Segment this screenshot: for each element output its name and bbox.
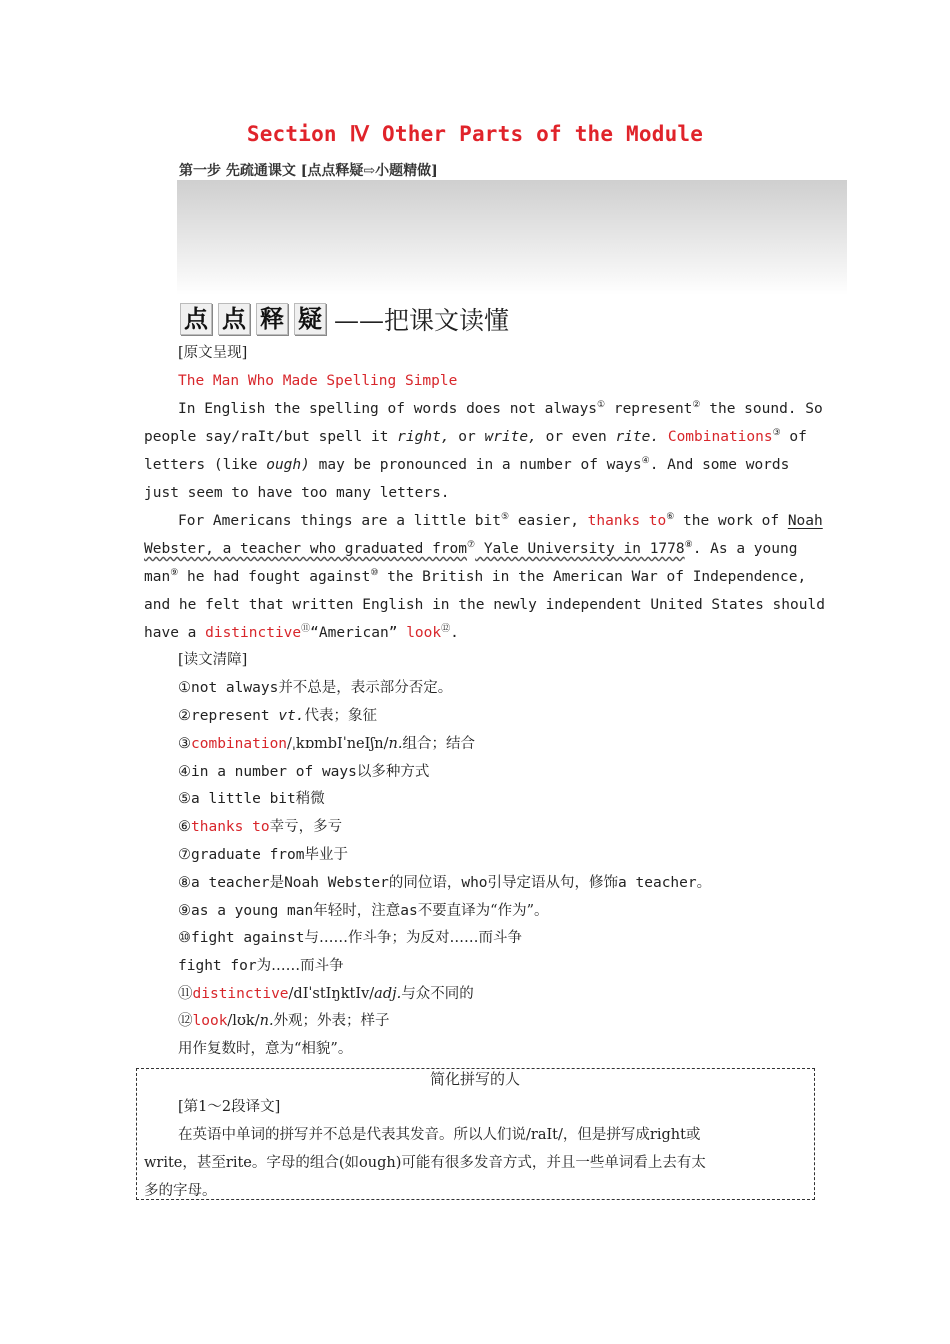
note-4	[178, 762, 429, 782]
text: man	[144, 569, 171, 585]
text: Yale University in 1778	[475, 541, 685, 557]
text: the sound. So	[700, 401, 823, 417]
text: ough)	[266, 457, 310, 473]
note-term: graduate from	[191, 847, 305, 863]
translation-line-3: 多的字母。	[144, 1183, 217, 1199]
note-phonetic: /dIˈstIŋktIv/	[288, 986, 375, 1002]
note-term: look	[192, 1013, 228, 1029]
p1-line-2	[144, 427, 807, 447]
p2-line-4: and he felt that written English in the newly independent United States should	[144, 597, 825, 613]
text: represent	[605, 401, 693, 417]
note-pos: n.	[259, 1013, 274, 1029]
marker: ⑥	[666, 512, 675, 522]
note-number: ②	[178, 708, 191, 724]
note-pos: n.	[388, 736, 403, 752]
note-term: thanks to	[191, 819, 270, 835]
note-9	[178, 901, 549, 921]
p2-line-5	[144, 623, 459, 643]
note-term: as	[400, 903, 418, 919]
note-pos: vt.	[278, 708, 305, 724]
note-10b	[178, 956, 344, 976]
text: may be pronounced in a number of ways	[309, 457, 642, 473]
note-term: not always	[191, 680, 279, 696]
marker: ②	[692, 400, 701, 410]
keyword: distinctive	[205, 625, 302, 641]
note-term: who	[461, 875, 488, 891]
original-label: [原文呈现]	[178, 345, 248, 361]
note-number: ④	[178, 764, 191, 780]
p1-line-4: just seem to have too many letters.	[144, 485, 450, 501]
text: of	[780, 429, 807, 445]
marker: ⑨	[170, 568, 179, 578]
marker: ⑧	[684, 540, 693, 550]
keyword: Combinations	[659, 429, 773, 445]
note-number: ①	[178, 680, 191, 696]
note-term: fight against	[191, 930, 305, 946]
p2-line-1	[178, 511, 823, 531]
marker: ①	[597, 400, 606, 410]
marker: ⑩	[370, 568, 379, 578]
note-11	[178, 984, 474, 1004]
note-meaning: 与众不同的	[401, 986, 474, 1002]
note-term: represent	[191, 708, 279, 724]
note-meaning: 为……而斗争	[256, 958, 344, 974]
keyword: look	[406, 625, 442, 641]
marker: ⑫	[441, 624, 451, 634]
note-meaning: 年轻时，注意	[313, 903, 401, 919]
text: or even	[536, 429, 616, 445]
note-meaning: 是	[269, 875, 285, 891]
banner-gradient	[177, 180, 847, 295]
note-number: ⑨	[178, 903, 191, 919]
marker: ⑤	[501, 512, 510, 522]
note-meaning: 稍微	[295, 791, 325, 807]
p2-line-3	[144, 567, 806, 587]
text: . And some words	[649, 457, 790, 473]
note-term: combination	[191, 736, 288, 752]
note-12b: 用作复数时，意为“相貌”。	[178, 1041, 353, 1057]
note-number: ⑦	[178, 847, 191, 863]
note-7	[178, 845, 348, 865]
note-number: ⑪	[178, 986, 193, 1002]
heading-char-4: 疑	[294, 303, 326, 335]
notes-label: [读文清障]	[178, 652, 248, 668]
note-meaning: 组合；结合	[402, 736, 475, 752]
text: .	[450, 625, 459, 641]
note-number: ⑩	[178, 930, 191, 946]
heading-char-2: 点	[218, 303, 250, 335]
heading-char-3: 释	[256, 303, 288, 335]
note-5	[178, 789, 325, 809]
section-heading	[180, 303, 509, 335]
note-term: in a number of ways	[191, 764, 357, 780]
text: “American”	[310, 625, 407, 641]
note-number: ⑤	[178, 791, 191, 807]
note-meaning: 。	[696, 875, 712, 891]
marker: ⑪	[301, 624, 311, 634]
note-10	[178, 928, 522, 948]
note-phonetic: /ˌkɒmbIˈneIʃn/	[287, 736, 389, 752]
text: or	[449, 429, 485, 445]
keyword: thanks to	[587, 513, 667, 529]
note-meaning: 不要直译为“作为”。	[417, 903, 549, 919]
text: . As a young	[692, 541, 798, 557]
note-meaning: 引导定语从句，修饰	[487, 875, 619, 891]
marker: ④	[641, 456, 650, 466]
text: easier,	[509, 513, 588, 529]
translation-line-1: 在英语中单词的拼写并不总是代表其发音。所以人们说/raIt/，但是拼写成right或	[178, 1127, 701, 1143]
passage-title: The Man Who Made Spelling Simple	[178, 373, 458, 389]
p2-line-2	[144, 539, 797, 559]
text: write,	[484, 429, 537, 445]
note-term: a teacher	[618, 875, 697, 891]
note-term: a teacher	[191, 875, 270, 891]
note-12	[178, 1011, 390, 1031]
text: For Americans things are a little bit	[178, 513, 502, 529]
text: the British in the American War of Independence,	[378, 569, 807, 585]
note-8	[178, 873, 711, 893]
text: he had fought against	[178, 569, 371, 585]
note-term: Noah Webster	[284, 875, 389, 891]
translation-label: [第1～2段译文]	[178, 1099, 281, 1115]
text: Webster, a teacher who graduated from	[144, 541, 468, 557]
note-6	[178, 817, 342, 837]
note-meaning: 与……作斗争；为反对……而斗争	[304, 930, 522, 946]
note-meaning: 毕业于	[304, 847, 348, 863]
p1-line-3	[144, 455, 789, 475]
heading-char-1: 点	[180, 303, 212, 335]
note-meaning: 代表；象征	[304, 708, 378, 724]
note-1	[178, 678, 452, 698]
text: people say/raIt/but spell it	[144, 429, 398, 445]
note-2	[178, 706, 377, 726]
text: the work of	[674, 513, 788, 529]
note-pos: adj.	[374, 986, 402, 1002]
page-title: Section Ⅳ Other Parts of the Module	[246, 122, 704, 146]
note-meaning: 幸亏，多亏	[269, 819, 343, 835]
note-term: distinctive	[192, 986, 289, 1002]
note-meaning: 的同位语，	[388, 875, 462, 891]
text: Noah	[787, 513, 823, 529]
note-3	[178, 734, 475, 754]
note-term: a little bit	[191, 791, 296, 807]
translation-line-2: write，甚至rite。字母的组合(如ough)可能有很多发音方式，并且一些单词看上去有太	[144, 1155, 706, 1171]
note-meaning: 外观；外表；样子	[273, 1013, 390, 1029]
marker: ③	[772, 428, 781, 438]
marker: ⑦	[467, 540, 476, 550]
note-phonetic: /lʊk/	[227, 1013, 260, 1029]
text: have a	[144, 625, 206, 641]
text: In English the spelling of words does not always	[178, 401, 598, 417]
note-number: ⑫	[178, 1013, 193, 1029]
heading-subtitle: ——把课文读懂	[334, 306, 510, 335]
text: letters (like	[144, 457, 267, 473]
translation-title: 简化拼写的人	[429, 1070, 520, 1088]
text: right,	[397, 429, 450, 445]
note-meaning: 并不总是，表示部分否定。	[278, 680, 453, 696]
note-term: as a young man	[191, 903, 314, 919]
step-label: 第一步 先疏通课文 [点点释疑⇨小题精做]	[179, 163, 438, 179]
note-term: fight for	[178, 958, 257, 974]
note-number: ③	[178, 736, 191, 752]
p1-line-1	[178, 399, 823, 419]
note-number: ⑥	[178, 819, 191, 835]
note-meaning: 以多种方式	[356, 764, 430, 780]
note-number: ⑧	[178, 875, 191, 891]
text: rite.	[615, 429, 660, 445]
